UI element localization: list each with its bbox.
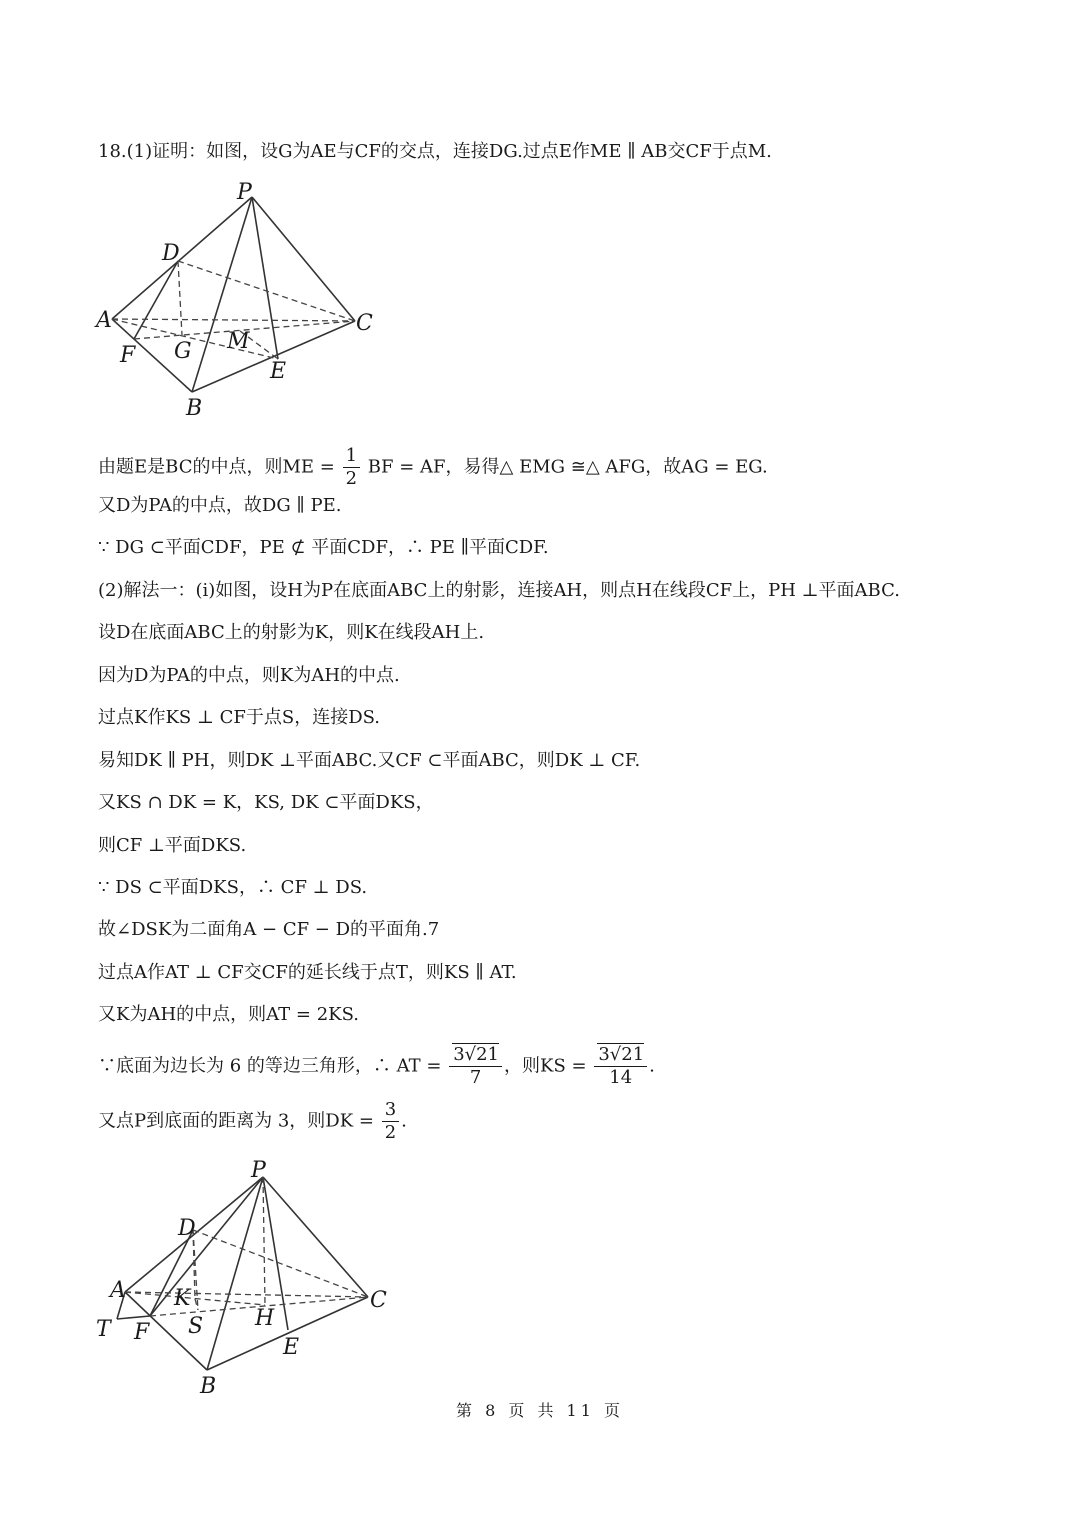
edge-PF — [150, 1177, 263, 1316]
pyramid-figure-2 — [90, 1155, 390, 1395]
proof-line-3: 又D为PA的中点，故DG ∥ PE. — [98, 495, 342, 516]
label-B: B — [200, 1374, 217, 1395]
solution-line-8: 过点K作KS ⊥ CF于点S，连接DS. — [98, 707, 381, 728]
edge-PB — [192, 197, 252, 392]
solution-line-10: 又KS ∩ DK = K，KS, DK ⊂平面DKS， — [98, 792, 434, 813]
label-F: F — [134, 1320, 150, 1345]
page-footer: 第 8 页 共 11 页 — [456, 1401, 624, 1420]
label-G: G — [174, 339, 192, 364]
edge-DC — [178, 261, 355, 321]
label-P: P — [251, 1158, 266, 1183]
fraction-KS: $\frac{3√21}{14}$ — [594, 1044, 647, 1089]
fraction-half: $\frac{1}{2}$ — [343, 445, 360, 490]
label-M: M — [227, 329, 250, 354]
solution-line-12: ∵ DS ⊂平面DKS，∴ CF ⊥ DS. — [98, 877, 368, 898]
label-E: E — [283, 1335, 300, 1360]
edge-DG — [178, 261, 182, 335]
fraction-DK: $\frac{3}{2}$ — [382, 1099, 399, 1144]
solution-line-14: 过点A作AT ⊥ CF交CF的延长线于点T，则KS ∥ AT. — [98, 962, 517, 983]
solution-line-9: 易知DK ∥ PH，则DK ⊥平面ABC.又CF ⊂平面ABC，则DK ⊥ CF. — [98, 750, 641, 771]
label-D: D — [162, 241, 180, 266]
label-A: A — [110, 1278, 126, 1303]
solution-line-11: 则CF ⊥平面DKS. — [98, 835, 247, 856]
label-D: D — [178, 1216, 196, 1241]
solution-line-6: 设D在底面ABC上的射影为K，则K在线段AH上. — [98, 622, 485, 643]
proof-line-2: 由题E是BC的中点，则ME = $\frac{1}{2}$ BF = AF，易得△ EMG ≅△ AFG，故AG = EG. — [98, 445, 768, 489]
edge-PC — [263, 1177, 368, 1297]
edge-PA — [112, 197, 252, 319]
label-P: P — [237, 180, 252, 205]
edge-PC — [252, 197, 355, 321]
label-C: C — [370, 1288, 387, 1313]
solution-line-13: 故∠DSK为二面角A − CF − D的平面角.7 — [98, 919, 440, 940]
edge-TF — [117, 1316, 150, 1319]
edge-PB — [207, 1177, 263, 1370]
solution-line-15: 又K为AH的中点，则AT = 2KS. — [98, 1004, 359, 1025]
solution-line-7: 因为D为PA的中点，则K为AH的中点. — [98, 665, 400, 686]
fraction-AT: $\frac{3√21}{7}$ — [449, 1044, 502, 1089]
pyramid-figure-1 — [90, 175, 390, 425]
label-A: A — [96, 308, 112, 333]
label-K: K — [174, 1286, 191, 1311]
edge-PH — [263, 1177, 265, 1305]
proof-line-1: 18.(1)证明：如图，设G为AE与CF的交点，连接DG.过点E作ME ∥ AB交CF于点M. — [98, 141, 772, 162]
solution-line-17: 又点P到底面的距离为 3，则DK = $\frac{3}{2}$ . — [98, 1099, 407, 1143]
label-T: T — [96, 1317, 111, 1342]
label-F: F — [120, 343, 136, 368]
edge-DF — [134, 261, 178, 339]
proof-line-4: ∵ DG ⊂平面CDF，PE ⊄ 平面CDF，∴ PE ∥平面CDF. — [98, 537, 549, 558]
label-E: E — [270, 359, 287, 384]
solution-line-5: (2)解法一：(i)如图，设H为P在底面ABC上的射影，连接AH，则点H在线段CF上，PH ⊥平面ABC. — [98, 580, 900, 601]
solution-line-16: ∵底面为边长为 6 的等边三角形，∴ AT = $\frac{3√21}{7}$ ，则KS = $\frac{3√21}{14}$ . — [98, 1044, 655, 1088]
label-B: B — [186, 396, 203, 421]
edge-PE — [252, 197, 278, 359]
label-C: C — [356, 311, 373, 336]
edge-AC — [112, 319, 355, 321]
label-S: S — [188, 1314, 204, 1339]
label-H: H — [255, 1306, 275, 1331]
